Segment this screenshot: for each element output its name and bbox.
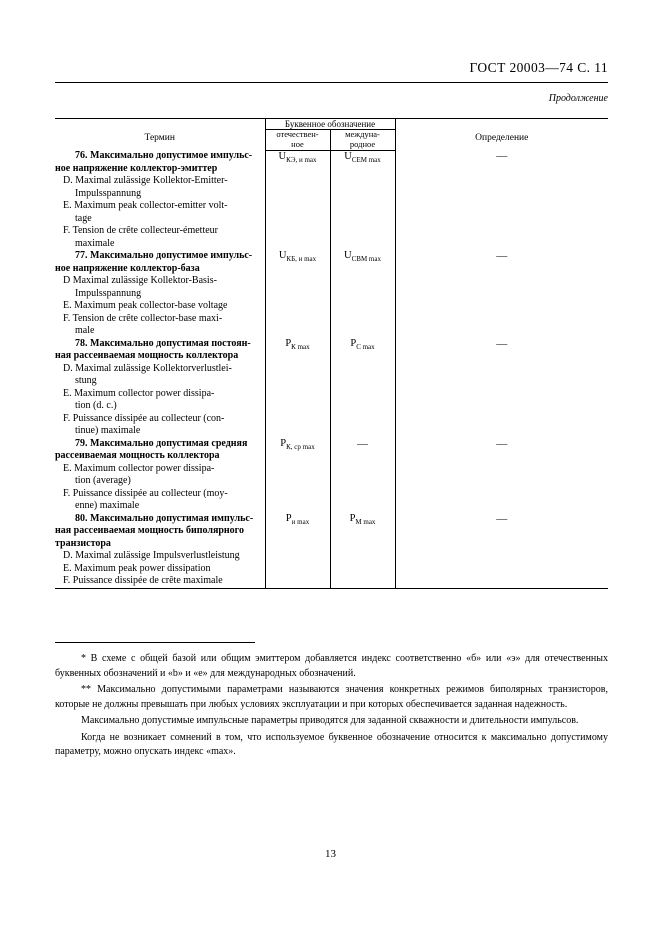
- term-desc-line: F. Puissance dissipée au collecteur (moy-: [63, 487, 228, 499]
- term-desc-line: male: [75, 325, 95, 337]
- term-desc-line: F. Puissance dissipée de crête maximale: [63, 575, 223, 587]
- term-title-line2: ное напряжение коллектор-эмиттер: [55, 162, 218, 174]
- footnote-1: * В схеме с общей базой или общим эмиттером добавляется индекс соответственно «б» или «э» для отечественных буквенных обозначений и «b» и «e» для международных обозначений.: [55, 653, 608, 679]
- symbol-domestic-cell: [265, 150, 330, 250]
- symbol-international-letter: P: [350, 337, 357, 349]
- symbol-domestic-letter: P: [285, 337, 292, 349]
- term-desc-line: D. Maximal zulässige Impulsverlustleistung: [63, 550, 240, 562]
- term-title-line2: рассеиваемая мощность коллектора: [55, 450, 220, 462]
- term-desc-line: E. Maximum collector power dissipa-: [63, 462, 215, 474]
- symbol-domestic-letter: U: [278, 150, 287, 162]
- header-symbol-international-line1: междуна-: [345, 129, 380, 139]
- symbol-international-subscript: M max: [355, 517, 376, 526]
- definition-cell: —: [395, 438, 608, 513]
- term-cell: [55, 250, 265, 338]
- term-title-line2: ная рассеиваемая мощность коллектора: [55, 350, 239, 362]
- term-desc-line: stung: [75, 375, 97, 387]
- term-cell: [55, 513, 265, 589]
- term-desc-line: E. Maximum peak collector-emitter volt-: [63, 200, 228, 212]
- term-desc-line: F. Tension de crête collecteur-émetteur: [63, 225, 218, 237]
- symbol-international-cell: [330, 150, 395, 250]
- header-divider: [55, 82, 608, 83]
- term-desc-line: F. Tension de crête collector-base maxi-: [63, 312, 223, 324]
- term-cell: [55, 438, 265, 513]
- symbol-domestic-subscript: К max: [291, 342, 310, 351]
- symbol-international-cell: [330, 513, 395, 589]
- symbol-international-subscript: C max: [356, 342, 375, 351]
- symbol-domestic-subscript: КБ, и max: [286, 255, 317, 264]
- table-bottom-cell: [395, 588, 608, 589]
- definition-cell: —: [395, 513, 608, 589]
- term-title-line1: 79. Максимально допустимая средняя: [75, 437, 248, 449]
- symbol-international-letter: U: [344, 250, 352, 262]
- symbol-domestic-subscript: и max: [291, 517, 310, 526]
- symbol-domestic-subscript: КЭ, и max: [286, 155, 317, 164]
- footnote-2: ** Максимально допустимыми параметрами называются значения конкретных режимов биполярных транзисторов, которые не должны превышать при любых условиях эксплуатации и при которых обеспечивается заданная надежность.: [55, 684, 608, 710]
- term-desc-line: tion (d. c.): [75, 400, 117, 412]
- term-title-line2: ная рассеиваемая мощность биполярного: [55, 525, 244, 537]
- table-bottom-cell: [55, 588, 265, 589]
- page-number: 13: [325, 848, 336, 860]
- table-row: [55, 338, 608, 438]
- term-desc-line: E. Maximum peak power dissipation: [63, 562, 211, 574]
- symbol-domestic-letter: P: [285, 512, 292, 524]
- term-desc-line: maximale: [75, 237, 115, 249]
- symbol-international-subscript: CEM max: [351, 155, 381, 164]
- terms-table: [55, 118, 608, 589]
- term-desc-line: tion (average): [75, 475, 131, 487]
- footnote-divider: [55, 642, 255, 643]
- symbol-international-subscript: CBM max: [351, 255, 381, 264]
- term-desc-line: tage: [75, 212, 92, 224]
- table-row: [55, 250, 608, 338]
- footnotes-block: [55, 642, 608, 762]
- term-desc-line: enne) maximale: [75, 500, 140, 512]
- header-symbol-international: [330, 130, 395, 151]
- table-row: [55, 513, 608, 589]
- header-symbol-international-line2: родное: [349, 138, 376, 149]
- term-title-line1: 80. Максимально допустимая импульс-: [75, 512, 254, 524]
- term-title-line3: транзистора: [55, 537, 111, 549]
- term-cell: [55, 150, 265, 250]
- header-definition: Определение: [395, 119, 608, 151]
- symbol-domestic-cell: [265, 250, 330, 338]
- table-bottom-cell: [265, 588, 330, 589]
- header-symbol-domestic-line1: отечествен-: [276, 129, 319, 139]
- term-title-line1: 76. Максимально допустимое импульс-: [75, 150, 253, 162]
- term-cell: [55, 338, 265, 438]
- symbol-international-letter: U: [344, 150, 352, 162]
- continued-label: Продолжение: [548, 93, 608, 104]
- term-desc-line: Impulsspannung: [75, 187, 142, 199]
- definition-cell: —: [395, 150, 608, 250]
- table-bottom-cell: [330, 588, 395, 589]
- term-desc-line: Impulsspannung: [75, 287, 142, 299]
- term-desc-line: D. Maximal zulässige Kollektor-Emitter-: [63, 175, 228, 187]
- symbol-domestic-letter: P: [280, 437, 287, 449]
- term-title-line1: 78. Максимально допустимая постоян-: [75, 337, 251, 349]
- page-header: ГОСТ 20003—74 С. 11: [469, 60, 608, 75]
- symbol-international-letter: P: [349, 512, 356, 524]
- term-title-line1: 77. Максимально допустимое импульс-: [75, 250, 253, 262]
- header-symbol-group: Буквенное обозначение: [265, 119, 395, 130]
- table-row: [55, 150, 608, 250]
- table-row: [55, 438, 608, 513]
- header-symbol-domestic-line2: ное: [291, 138, 304, 149]
- term-title-line2: ное напряжение коллектор-база: [55, 262, 200, 274]
- symbol-international-cell: —: [330, 438, 395, 513]
- term-desc-line: E. Maximum peak collector-base voltage: [63, 300, 228, 312]
- symbol-domestic-subscript: К, ср max: [286, 442, 315, 451]
- header-symbol-domestic: [265, 130, 330, 151]
- symbol-international-cell: [330, 250, 395, 338]
- symbol-domestic-cell: [265, 338, 330, 438]
- term-desc-line: D Maximal zulässige Kollektor-Basis-: [63, 275, 217, 287]
- term-desc-line: D. Maximal zulässige Kollektorverlustlei-: [63, 362, 232, 374]
- symbol-domestic-letter: U: [278, 250, 287, 262]
- footnote-4: Когда не возникает сомнений в том, что используемое буквенное обозначение относится к максимально допустимому параметру, можно опускать индекс «max».: [55, 731, 608, 757]
- symbol-international-cell: [330, 338, 395, 438]
- table-header-row: [55, 119, 608, 130]
- definition-cell: —: [395, 250, 608, 338]
- footnote-3: Максимально допустимые импульсные параметры приводятся для заданной скважности и длительности импульсов.: [81, 715, 579, 726]
- symbol-domestic-cell: [265, 513, 330, 589]
- definition-cell: —: [395, 338, 608, 438]
- table-bottom-border: [55, 588, 608, 589]
- term-desc-line: F. Puissance dissipée au collecteur (con-: [63, 412, 225, 424]
- term-desc-line: tinue) maximale: [75, 425, 141, 437]
- header-term: Термин: [55, 119, 265, 151]
- term-desc-line: E. Maximum collector power dissipa-: [63, 387, 215, 399]
- symbol-domestic-cell: [265, 438, 330, 513]
